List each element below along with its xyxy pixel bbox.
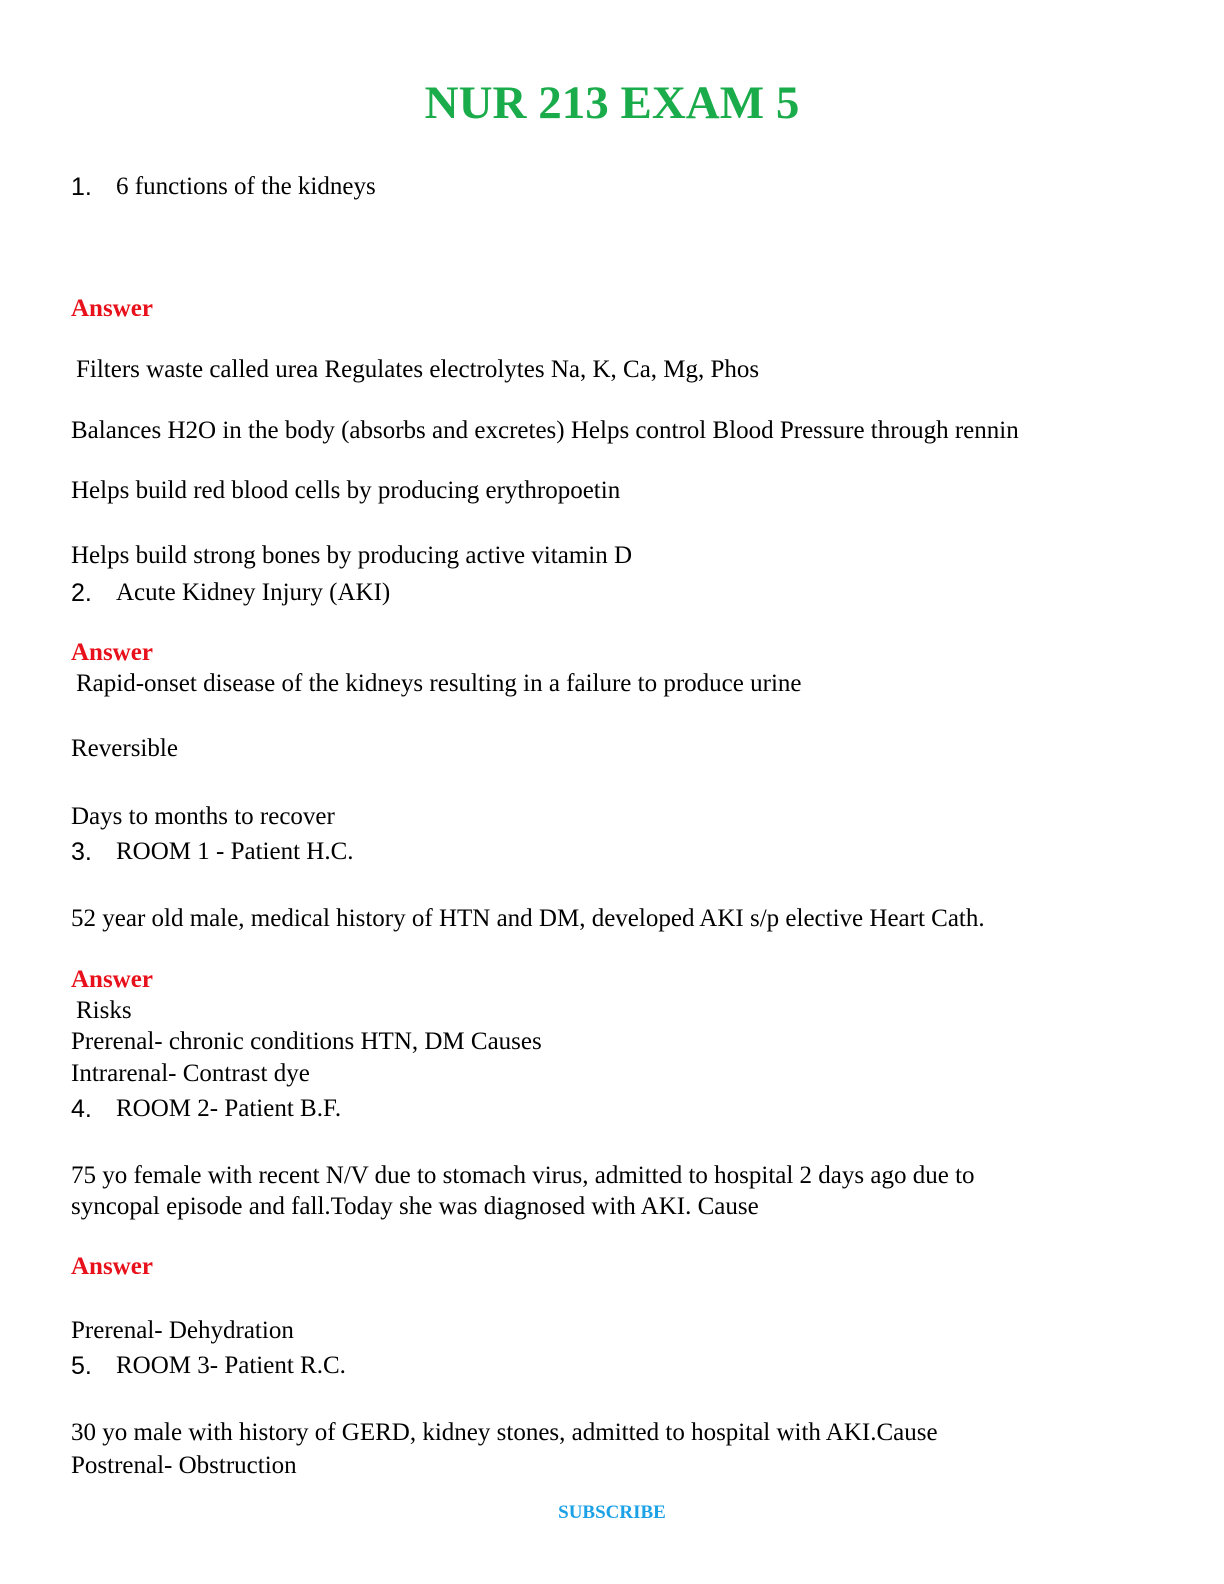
answer-line: Reversible bbox=[71, 735, 178, 762]
answer-label: Answer bbox=[71, 295, 153, 322]
question-detail: 30 yo male with history of GERD, kidney stones, admitted to hospital with AKI.Cause bbox=[71, 1419, 938, 1446]
question-number: 5. bbox=[71, 1352, 92, 1380]
answer-line: Helps build red blood cells by producing erythropoetin bbox=[71, 477, 621, 504]
question-number: 3. bbox=[71, 838, 92, 866]
subscribe-link[interactable]: SUBSCRIBE bbox=[558, 1502, 666, 1523]
answer-line: Rapid-onset disease of the kidneys resulting in a failure to produce urine bbox=[76, 670, 802, 697]
answer-line: Balances H2O in the body (absorbs and excretes) Helps control Blood Pressure through rennin bbox=[71, 417, 1019, 444]
answer-line: Risks bbox=[76, 997, 132, 1024]
question-detail: 52 year old male, medical history of HTN and DM, developed AKI s/p elective Heart Cath. bbox=[71, 905, 985, 932]
answer-line: Intrarenal- Contrast dye bbox=[71, 1060, 310, 1087]
answer-line: Filters waste called urea Regulates electrolytes Na, K, Ca, Mg, Phos bbox=[76, 356, 760, 383]
question-number: 4. bbox=[71, 1095, 92, 1123]
question-text: 6 functions of the kidneys bbox=[116, 173, 376, 200]
answer-line: Prerenal- chronic conditions HTN, DM Causes bbox=[71, 1028, 542, 1055]
question-text: ROOM 1 - Patient H.C. bbox=[116, 838, 354, 865]
question-number: 2. bbox=[71, 579, 92, 607]
question-number: 1. bbox=[71, 173, 92, 201]
question-detail: 75 yo female with recent N/V due to stomach virus, admitted to hospital 2 days ago due to bbox=[71, 1162, 975, 1189]
page-title: NUR 213 EXAM 5 bbox=[424, 77, 800, 129]
question-text: Acute Kidney Injury (AKI) bbox=[116, 579, 391, 606]
answer-label: Answer bbox=[71, 1253, 153, 1280]
question-text: ROOM 2- Patient B.F. bbox=[116, 1095, 342, 1122]
answer-label: Answer bbox=[71, 639, 153, 666]
answer-line: Helps build strong bones by producing active vitamin D bbox=[71, 542, 633, 569]
answer-label: Answer bbox=[71, 966, 153, 993]
question-detail: syncopal episode and fall.Today she was diagnosed with AKI. Cause bbox=[71, 1193, 759, 1220]
question-text: ROOM 3- Patient R.C. bbox=[116, 1352, 346, 1379]
question-detail: Postrenal- Obstruction bbox=[71, 1452, 297, 1479]
answer-line: Days to months to recover bbox=[71, 803, 335, 830]
answer-line: Prerenal- Dehydration bbox=[71, 1317, 294, 1344]
